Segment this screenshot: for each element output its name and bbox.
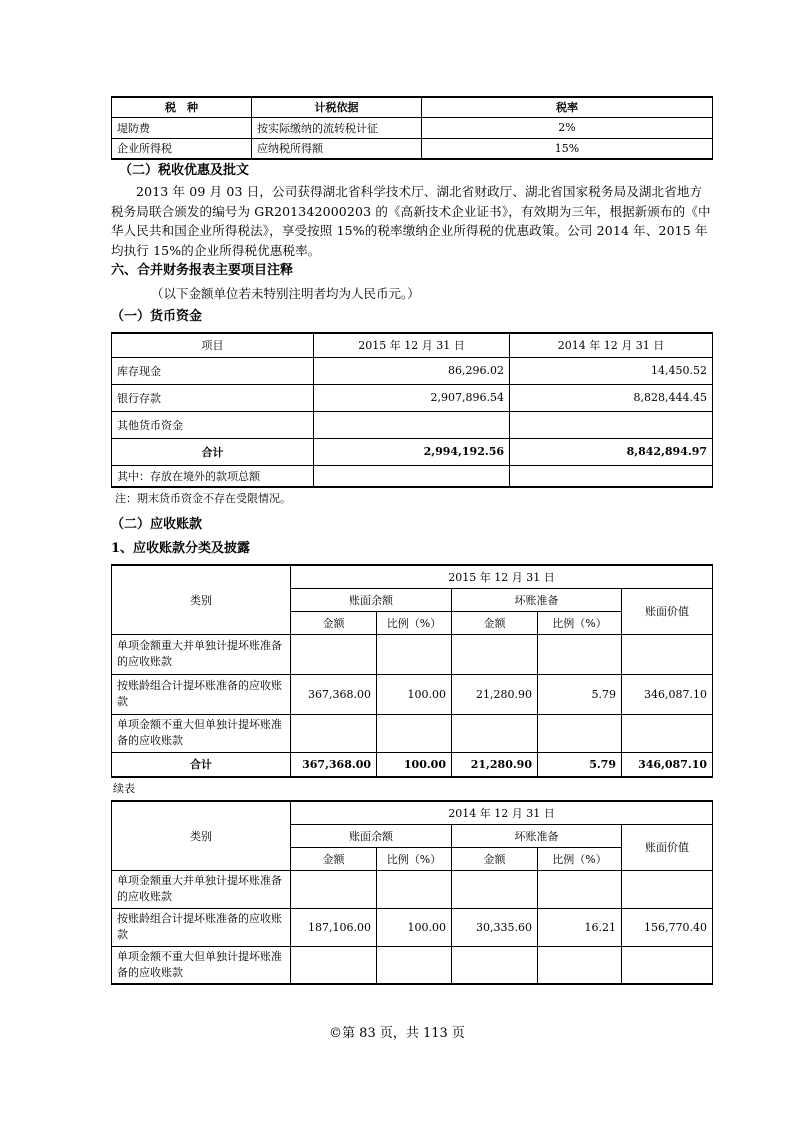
rec2014-row-label: 按账龄组合计提坏账准备的应收账款 <box>112 908 291 946</box>
rec2014-row-amount: 187,106.00 <box>291 908 377 946</box>
rec2015-total-ratio: 100.00 <box>377 752 452 777</box>
rec2015-header-bad-debt: 坏账准备 <box>452 588 622 611</box>
section6-title: 六、合并财务报表主要项目注释 <box>111 263 294 278</box>
section-tax-incentive-title: （二）税收优惠及批文 <box>119 163 250 178</box>
cash-overseas-2015 <box>314 465 510 487</box>
tax-header-basis: 计税依据 <box>252 97 422 117</box>
cash-row-2014: 14,450.52 <box>510 357 713 384</box>
rec2015-header-amount: 金额 <box>291 611 377 634</box>
tax-row-rate: 2% <box>422 117 713 138</box>
tax-header-type: 税 种 <box>112 97 252 117</box>
rec2015-header-ratio: 比例（%） <box>538 611 622 634</box>
rec2015-header-book-value: 账面价值 <box>622 588 713 634</box>
rec2014-header-bad-debt: 坏账准备 <box>452 824 622 847</box>
cash-row-label: 其他货币资金 <box>112 411 314 438</box>
cash-row-2015 <box>314 411 510 438</box>
rec2014-header-amount: 金额 <box>291 847 377 870</box>
rec2015-header-date: 2015 年 12 月 31 日 <box>291 565 713 588</box>
cash-row-2014 <box>510 411 713 438</box>
tax-row-rate: 15% <box>422 138 713 159</box>
tax-row-basis: 应纳税所得额 <box>252 138 422 159</box>
rec2014-row-bad-debt <box>452 870 538 908</box>
tax-row-basis: 按实际缴纳的流转税计征 <box>252 117 422 138</box>
rec2015-total-label: 合计 <box>112 752 291 777</box>
rec2015-row-bad-ratio <box>538 714 622 752</box>
rec2014-header-date: 2014 年 12 月 31 日 <box>291 801 713 824</box>
rec2015-row-ratio: 100.00 <box>377 674 452 714</box>
rec2015-row-label: 单项金额不重大但单独计提坏账准备的应收账款 <box>112 714 291 752</box>
rec2014-row-ratio: 100.00 <box>377 908 452 946</box>
rec2015-row-amount: 367,368.00 <box>291 674 377 714</box>
tax-header-rate: 税率 <box>422 97 713 117</box>
cash-row-2015: 2,907,896.54 <box>314 384 510 411</box>
tax-incentive-paragraph: 2013 年 09 月 03 日，公司获得湖北省科学技术厅、湖北省财政厅、湖北省国家税务局及湖北省地方税务局联合颁发的编号为 GR201342000203 的《高新技术企业证书》，有效期为三年，根据新颁布的《中华人民共和国企业所得税法》，享受按照 15%的税率缴纳企业所得税的优惠政策。公司 2014 年、2015 年均执行 15%的企业所得税优惠税率。 <box>111 184 711 258</box>
rec2015-row-label: 按账龄组合计提坏账准备的应收账款 <box>112 674 291 714</box>
cash-header-item: 项目 <box>112 333 314 357</box>
cash-total-2014: 8,842,894.97 <box>510 438 713 465</box>
rec2014-header-book-value: 账面价值 <box>622 824 713 870</box>
receivables-table-2014 <box>111 800 713 985</box>
rec2014-row-bad-ratio <box>538 946 622 984</box>
cash-overseas-2014 <box>510 465 713 487</box>
rec2014-header-book-balance: 账面余额 <box>291 824 452 847</box>
cash-row-2014: 8,828,444.45 <box>510 384 713 411</box>
rec2014-row-label: 单项金额重大并单独计提坏账准备的应收账款 <box>112 870 291 908</box>
rec2014-header-category: 类别 <box>112 801 291 870</box>
tax-row-type: 企业所得税 <box>112 138 252 159</box>
receivables-table-2015 <box>111 564 713 778</box>
rec2014-row-value <box>622 870 713 908</box>
rec2014-row-ratio <box>377 870 452 908</box>
receivables-section-title: （二）应收账款 <box>111 517 203 532</box>
rec2014-row-amount <box>291 946 377 984</box>
rec2015-row-value: 346,087.10 <box>622 674 713 714</box>
rec2015-row-bad-ratio: 5.79 <box>538 674 622 714</box>
rec2014-row-bad-debt <box>452 946 538 984</box>
rec2014-row-amount <box>291 870 377 908</box>
rec2015-row-bad-debt <box>452 634 538 674</box>
rec2014-header-amount: 金额 <box>452 847 538 870</box>
rec2014-row-label: 单项金额不重大但单独计提坏账准备的应收账款 <box>112 946 291 984</box>
cash-overseas-label: 其中：存放在境外的款项总额 <box>112 465 314 487</box>
cash-header-2014: 2014 年 12 月 31 日 <box>510 333 713 357</box>
rec2015-header-amount: 金额 <box>452 611 538 634</box>
rec2014-row-bad-debt: 30,335.60 <box>452 908 538 946</box>
rec2015-row-amount <box>291 634 377 674</box>
continued-label: 续表 <box>113 782 135 795</box>
rec2015-row-value <box>622 634 713 674</box>
cash-section-title: （一）货币资金 <box>111 309 203 324</box>
page-footer: ©第 83 页，共 113 页 <box>329 1026 465 1041</box>
rec2015-row-amount <box>291 714 377 752</box>
receivables-subtitle: 1、应收账款分类及披露 <box>111 541 251 556</box>
rec2015-header-book-balance: 账面余额 <box>291 588 452 611</box>
rec2015-total-bad-ratio: 5.79 <box>538 752 622 777</box>
rec2014-row-bad-ratio <box>538 870 622 908</box>
rec2015-row-label: 单项金额重大并单独计提坏账准备的应收账款 <box>112 634 291 674</box>
rec2015-row-ratio <box>377 634 452 674</box>
rec2015-total-bad-debt: 21,280.90 <box>452 752 538 777</box>
cash-total-2015: 2,994,192.56 <box>314 438 510 465</box>
cash-total-label: 合计 <box>112 438 314 465</box>
cash-row-label: 银行存款 <box>112 384 314 411</box>
cash-table <box>111 332 713 488</box>
rec2015-header-category: 类别 <box>112 565 291 634</box>
tax-table <box>111 96 713 160</box>
rec2014-row-value: 156,770.40 <box>622 908 713 946</box>
rec2015-row-ratio <box>377 714 452 752</box>
tax-row-type: 堤防费 <box>112 117 252 138</box>
cash-note: 注：期末货币资金不存在受限情况。 <box>115 492 291 505</box>
rec2015-row-bad-debt: 21,280.90 <box>452 674 538 714</box>
rec2015-row-value <box>622 714 713 752</box>
rec2015-row-bad-debt <box>452 714 538 752</box>
rec2015-total-value: 346,087.10 <box>622 752 713 777</box>
rec2015-row-bad-ratio <box>538 634 622 674</box>
cash-row-label: 库存现金 <box>112 357 314 384</box>
rec2014-row-bad-ratio: 16.21 <box>538 908 622 946</box>
rec2015-header-ratio: 比例（%） <box>377 611 452 634</box>
rec2014-row-ratio <box>377 946 452 984</box>
rec2015-total-amount: 367,368.00 <box>291 752 377 777</box>
unit-note: （以下金额单位若未特别注明者均为人民币元。） <box>151 286 420 301</box>
rec2014-header-ratio: 比例（%） <box>538 847 622 870</box>
document-page <box>111 96 713 985</box>
cash-header-2015: 2015 年 12 月 31 日 <box>314 333 510 357</box>
cash-row-2015: 86,296.02 <box>314 357 510 384</box>
rec2014-row-value <box>622 946 713 984</box>
rec2014-header-ratio: 比例（%） <box>377 847 452 870</box>
